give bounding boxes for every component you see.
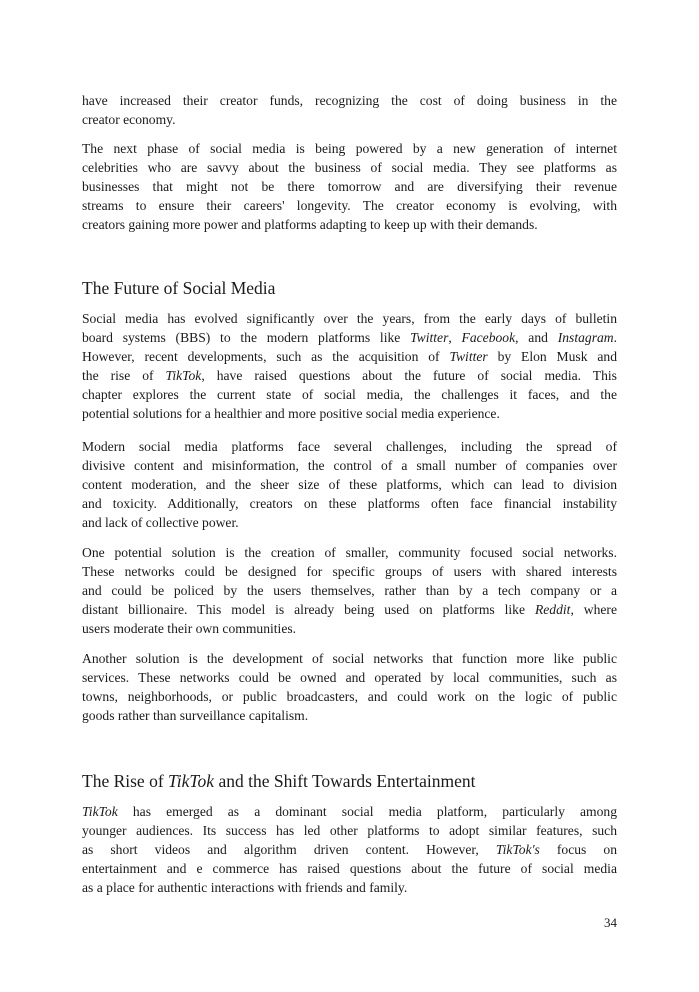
text-line <box>82 309 617 328</box>
text-run: The Future of Social Media <box>82 278 276 298</box>
paragraph <box>82 649 617 725</box>
text-line <box>82 649 617 668</box>
text-run: and toxicity. Additionally, creators on these platforms often face financial instability <box>82 496 617 511</box>
page-number: 34 <box>604 915 617 930</box>
text-line <box>82 177 617 196</box>
text-line <box>82 215 617 234</box>
text-run: Another solution is the development of social networks that function more like public <box>82 651 617 666</box>
text-run: users moderate their own communities. <box>82 621 297 636</box>
text-run: as a place for authentic interactions with friends and family. <box>82 880 408 895</box>
text-run: The Rise of <box>82 771 169 791</box>
text-line <box>82 366 617 385</box>
text-run: content moderation, and the sheer size of these platforms, which can lead to division <box>82 477 617 492</box>
text-run: creators gaining more power and platforms adapting to keep up with their demands. <box>82 217 538 232</box>
text-line <box>82 543 617 562</box>
paragraph <box>82 802 617 897</box>
text-run: entertainment and e commerce has raised questions about the future of social media <box>82 861 617 876</box>
text-line <box>82 437 617 456</box>
italic-text-run: TikTok <box>168 771 215 791</box>
text-run: younger audiences. Its success has led other platforms to adopt similar features, such <box>82 823 617 838</box>
text-line <box>82 110 617 129</box>
text-run: potential solutions for a healthier and more positive social media experience. <box>82 406 500 421</box>
text-run: goods rather than surveillance capitalism. <box>82 708 309 723</box>
italic-text-run: Twitter <box>410 330 449 345</box>
text-run: , and <box>515 330 558 345</box>
text-line <box>82 456 617 475</box>
text-line <box>82 196 617 215</box>
text-line <box>82 91 617 110</box>
text-line <box>82 404 617 423</box>
text-run: Modern social media platforms face several challenges, including the spread of <box>82 439 617 454</box>
text-line <box>82 385 617 404</box>
italic-text-run: Facebook <box>461 330 516 345</box>
text-line <box>82 821 617 840</box>
italic-text-run: Instagram <box>557 330 614 345</box>
text-line <box>82 706 617 725</box>
text-line <box>82 139 617 158</box>
paragraph <box>82 309 617 423</box>
paragraph <box>82 139 617 234</box>
text-line <box>82 878 617 897</box>
text-line <box>82 619 617 638</box>
text-line <box>82 158 617 177</box>
text-line <box>82 328 617 347</box>
text-run: businesses that might not be there tomorrow and are diversifying their revenue <box>82 179 617 194</box>
section-heading <box>82 276 275 300</box>
italic-text-run: TikTok's <box>495 842 540 857</box>
text-run: One potential solution is the creation of smaller, community focused social networks. <box>82 545 617 560</box>
text-run: towns, neighborhoods, or public broadcasters, and could work on the logic of public <box>82 689 617 704</box>
text-run: . <box>613 330 617 345</box>
text-run: by Elon Musk and <box>487 349 617 364</box>
text-line <box>82 562 617 581</box>
text-run: creator economy. <box>82 112 176 127</box>
text-run: as short videos and algorithm driven content. However, <box>82 842 496 857</box>
text-run: Social media has evolved significantly over the years, from the early days of bulletin <box>82 311 617 326</box>
text-line <box>82 494 617 513</box>
text-line <box>82 581 617 600</box>
text-line <box>82 347 617 366</box>
text-run: streams to ensure their careers' longevity. The creator economy is evolving, with <box>82 198 617 213</box>
text-run: celebrities who are savvy about the business of social media. They see platforms as <box>82 160 617 175</box>
text-line <box>82 668 617 687</box>
text-line <box>82 859 617 878</box>
text-line <box>82 840 617 859</box>
paragraph <box>82 543 617 638</box>
text-line <box>82 802 617 821</box>
text-run: the rise of <box>82 368 166 383</box>
section-heading <box>82 769 475 793</box>
italic-text-run: Reddit <box>534 602 571 617</box>
text-line <box>82 513 617 532</box>
text-line <box>82 475 617 494</box>
text-run: The next phase of social media is being powered by a new generation of internet <box>82 141 617 156</box>
paragraph <box>82 437 617 532</box>
text-line <box>82 600 617 619</box>
text-run: , where <box>570 602 617 617</box>
text-line <box>82 687 617 706</box>
text-run: , have raised questions about the future of social media. This <box>201 368 617 383</box>
text-run: and lack of collective power. <box>82 515 239 530</box>
text-run: and the Shift Towards Entertainment <box>214 771 476 791</box>
text-run: However, recent developments, such as the acquisition of <box>82 349 450 364</box>
italic-text-run: TikTok <box>165 368 202 383</box>
italic-text-run: Twitter <box>449 349 488 364</box>
text-run: has emerged as a dominant social media platform, particularly among <box>117 804 617 819</box>
text-run: chapter explores the current state of social media, the challenges it faces, and the <box>82 387 617 402</box>
text-run: divisive content and misinformation, the control of a small number of companies over <box>82 458 617 473</box>
text-run: have increased their creator funds, recognizing the cost of doing business in the <box>82 93 617 108</box>
text-run: distant billionaire. This model is already being used on platforms like <box>82 602 535 617</box>
text-run: and could be policed by the users themselves, rather than by a tech company or a <box>82 583 617 598</box>
paragraph <box>82 91 617 129</box>
text-run: board systems (BBS) to the modern platforms like <box>82 330 411 345</box>
text-run: , <box>448 330 462 345</box>
italic-text-run: TikTok <box>82 804 118 819</box>
text-run: services. These networks could be owned and operated by local communities, such as <box>82 670 617 685</box>
text-run: These networks could be designed for specific groups of users with shared interests <box>82 564 617 579</box>
text-run: focus on <box>539 842 617 857</box>
